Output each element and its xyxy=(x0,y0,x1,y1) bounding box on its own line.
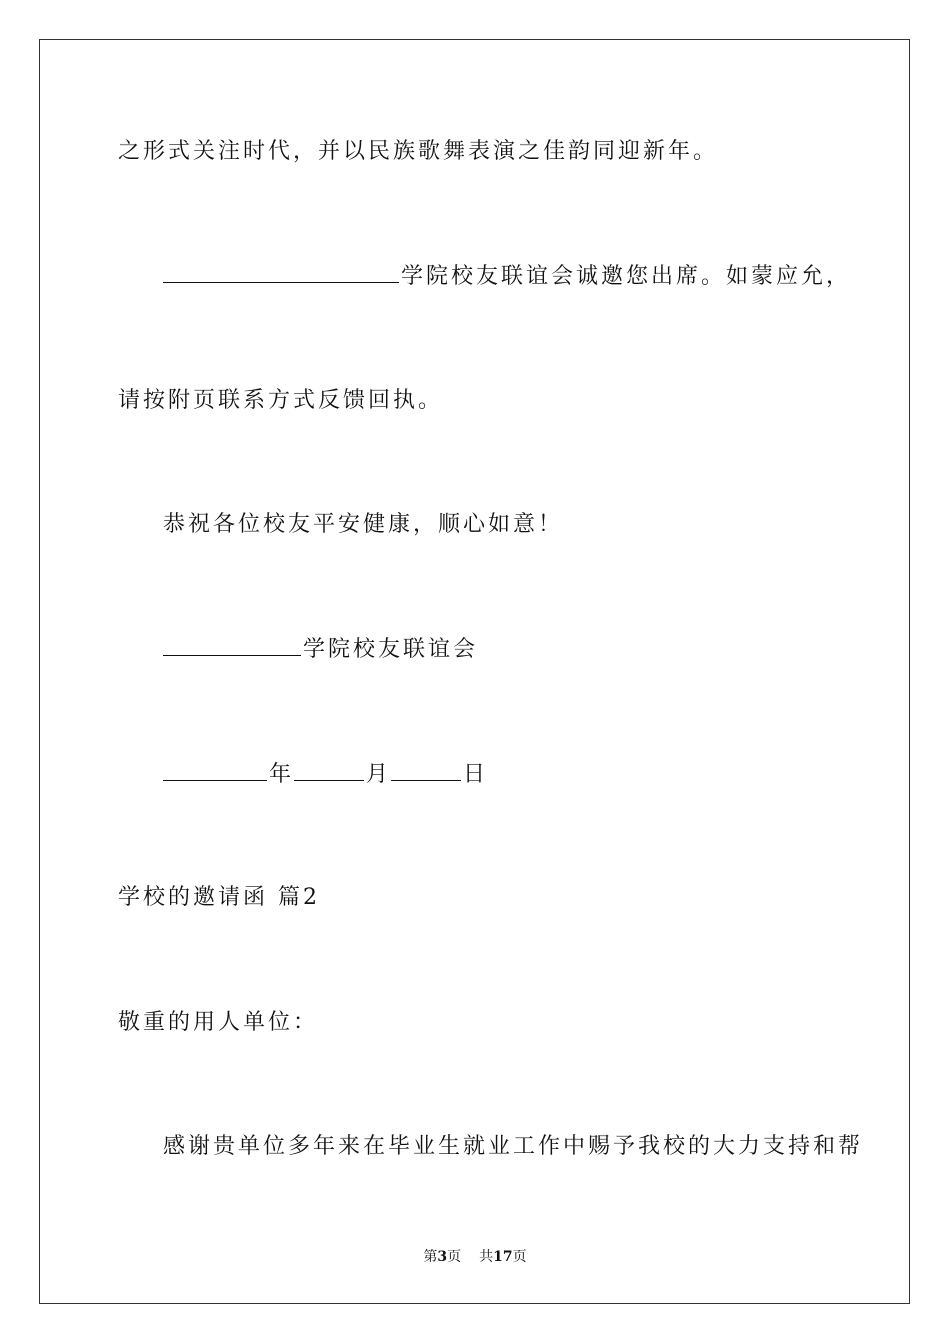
invitation-text: 学院校友联谊会诚邀您出席。如蒙应允， xyxy=(401,264,852,289)
footer-total-suffix: 页 xyxy=(512,1249,527,1265)
paragraph-line: 之形式关注时代，并以民族歌舞表演之佳韵同迎新年。 xyxy=(118,139,719,164)
year-label: 年 xyxy=(269,762,295,787)
day-label: 日 xyxy=(463,762,489,787)
fill-blank xyxy=(163,262,399,283)
month-label: 月 xyxy=(366,762,392,787)
signature-line xyxy=(163,635,478,664)
month-blank xyxy=(294,760,364,781)
total-pages-number: 17 xyxy=(493,1249,513,1265)
year-blank xyxy=(163,760,267,781)
page-footer xyxy=(0,1248,950,1266)
footer-page-suffix: 页 xyxy=(447,1249,462,1265)
footer-total-prefix: 共 xyxy=(479,1249,494,1265)
paragraph-line: 感谢贵单位多年来在毕业生就业工作中赐予我校的大力支持和帮 xyxy=(163,1134,864,1159)
salutation: 敬重的用人单位： xyxy=(118,1010,319,1035)
footer-prefix: 第 xyxy=(423,1249,438,1265)
greeting-line: 恭祝各位校友平安健康，顺心如意！ xyxy=(163,512,564,537)
page-border xyxy=(39,39,910,1304)
section-heading: 学校的邀请函 篇2 xyxy=(118,885,320,910)
paragraph-line: 请按附页联系方式反馈回执。 xyxy=(118,388,444,413)
date-line xyxy=(163,760,488,789)
current-page-number: 3 xyxy=(437,1249,448,1265)
fill-blank xyxy=(163,635,301,656)
invitation-line xyxy=(163,262,851,291)
signature-text: 学院校友联谊会 xyxy=(303,637,479,662)
day-blank xyxy=(391,760,461,781)
